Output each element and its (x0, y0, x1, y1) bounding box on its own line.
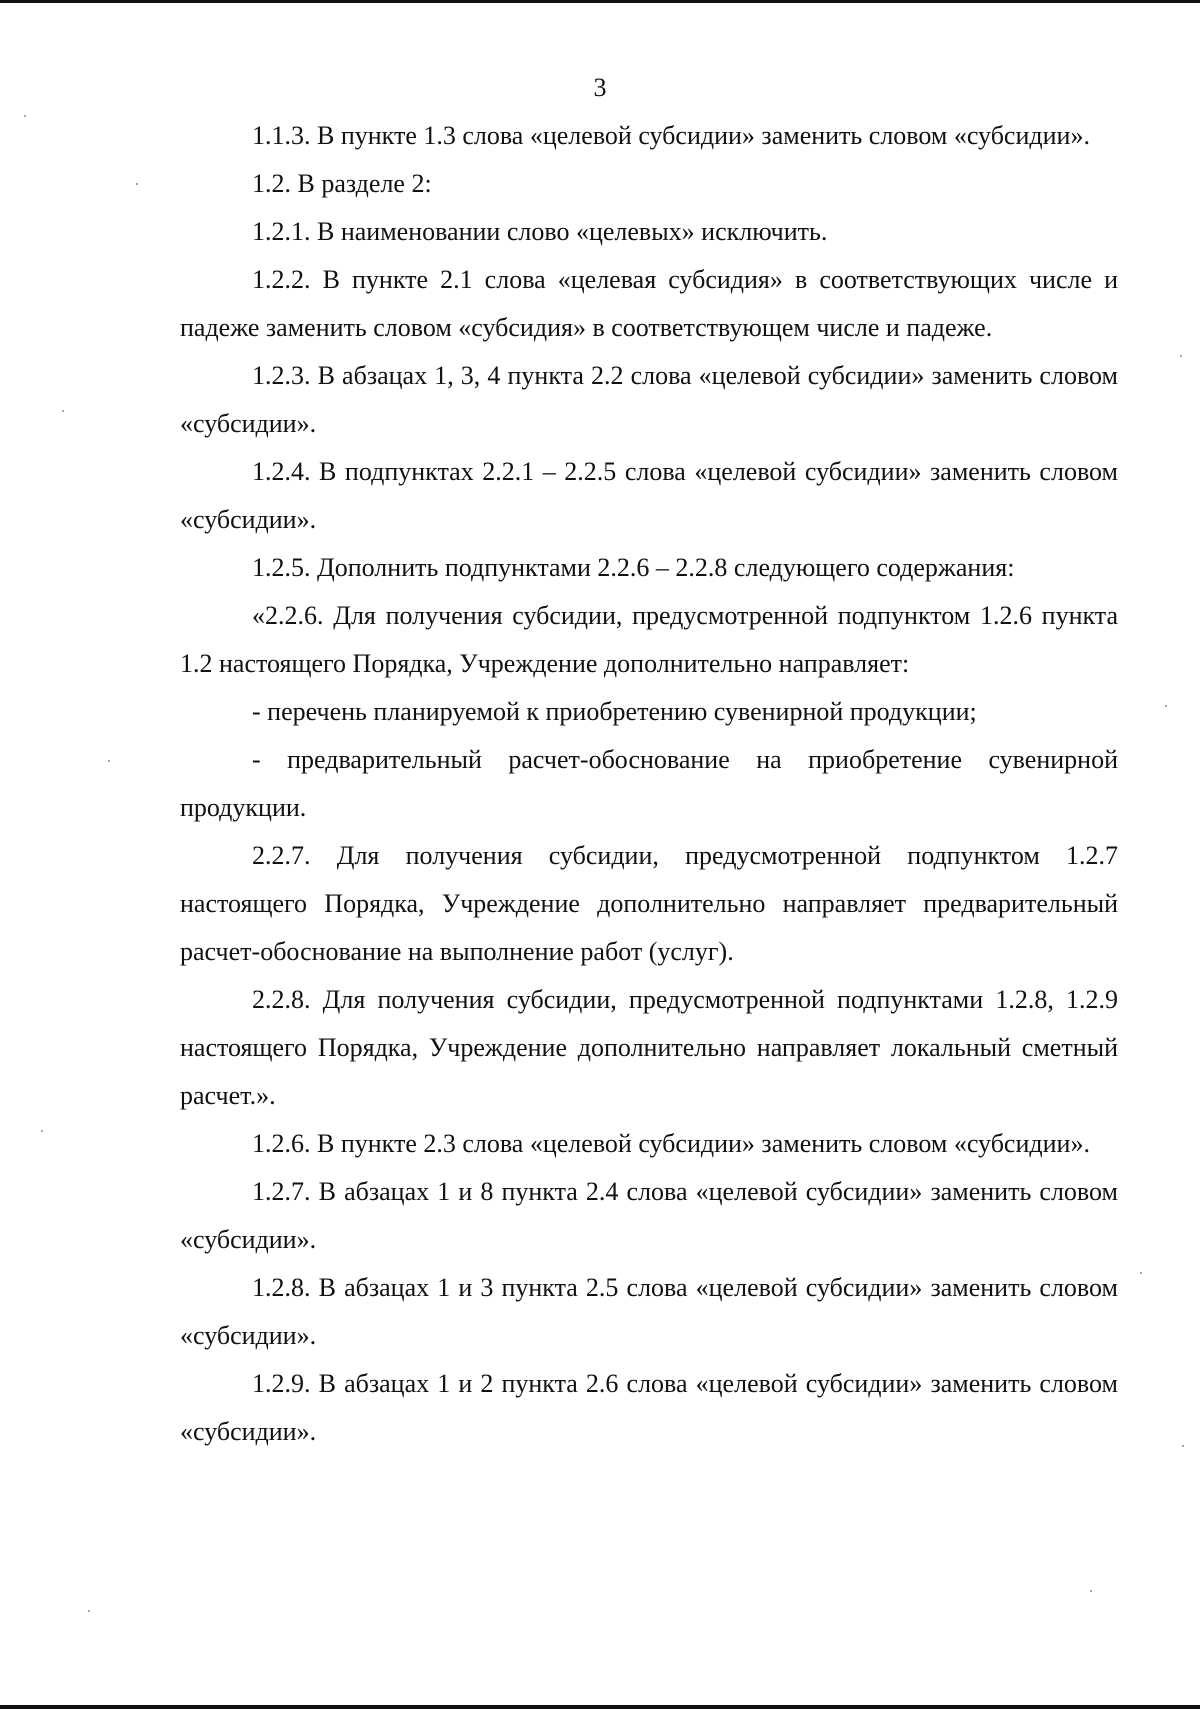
paragraph-1-2-7: 1.2.7. В абзацах 1 и 8 пункта 2.4 слова «целевой субсидии» заменить словом «субсидии». (180, 1177, 1118, 1254)
scan-speck (108, 760, 110, 762)
paragraph-1-2-9: 1.2.9. В абзацах 1 и 2 пункта 2.6 слова «целевой субсидии» заменить словом «субсидии». (180, 1369, 1118, 1446)
paragraph-1-2-8: 1.2.8. В абзацах 1 и 3 пункта 2.5 слова «целевой субсидии» заменить словом «субсидии». (180, 1273, 1118, 1350)
scan-speck (24, 115, 26, 117)
document-body (180, 112, 1118, 1456)
paragraph-1-1-3: 1.1.3. В пункте 1.3 слова «целевой субсидии» заменить словом «субсидии». (252, 121, 1090, 150)
list-item-souvenir-calculation: - предварительный расчет-обоснование на приобретение сувенирной продукции. (180, 745, 1118, 822)
paragraph-1-2-4: 1.2.4. В подпунктах 2.2.1 – 2.2.5 слова «целевой субсидии» заменить словом «субсидии». (180, 457, 1118, 534)
paragraph-2-2-6: «2.2.6. Для получения субсидии, предусмотренной подпунктом 1.2.6 пункта 1.2 настоящего Порядка, Учреждение дополнительно направляет: (180, 601, 1118, 678)
paragraph-2-2-7: 2.2.7. Для получения субсидии, предусмотренной подпунктом 1.2.7 настоящего Порядка, Учреждение дополнительно направляет предварительный расчет-обоснование на выполнение работ (услуг). (180, 841, 1118, 966)
paragraph-1-2-2: 1.2.2. В пункте 2.1 слова «целевая субсидия» в соответствующих числе и падеже заменить словом «субсидия» в соответствующем числе и падеже. (180, 265, 1118, 342)
scan-speck (62, 410, 64, 412)
scan-speck (1180, 355, 1182, 357)
paragraph-1-2-6: 1.2.6. В пункте 2.3 слова «целевой субсидии» заменить словом «субсидии». (252, 1129, 1090, 1158)
scan-speck (41, 1130, 43, 1132)
paragraph-2-2-8: 2.2.8. Для получения субсидии, предусмотренной подпунктами 1.2.8, 1.2.9 настоящего Порядка, Учреждение дополнительно направляет локальный сметный расчет.». (180, 985, 1118, 1110)
scan-speck (136, 183, 138, 185)
paragraph-1-2-3: 1.2.3. В абзацах 1, 3, 4 пункта 2.2 слова «целевой субсидии» заменить словом «субсидии». (180, 361, 1118, 438)
scan-speck (1140, 1272, 1142, 1274)
page-number: 3 (593, 73, 607, 102)
paragraph-1-2: 1.2. В разделе 2: (252, 169, 432, 198)
scan-edge-bottom (0, 1705, 1200, 1709)
paragraph-1-2-1: 1.2.1. В наименовании слово «целевых» исключить. (252, 217, 828, 246)
scan-speck (1182, 1445, 1184, 1447)
scan-speck (88, 1610, 90, 1612)
scan-speck (1090, 1590, 1092, 1592)
paragraph-1-2-5: 1.2.5. Дополнить подпунктами 2.2.6 – 2.2.8 следующего содержания: (252, 553, 1015, 582)
list-item-souvenir-list: - перечень планируемой к приобретению сувенирной продукции; (252, 697, 977, 726)
scan-speck (1165, 705, 1167, 707)
scan-edge-top (0, 0, 1200, 3)
